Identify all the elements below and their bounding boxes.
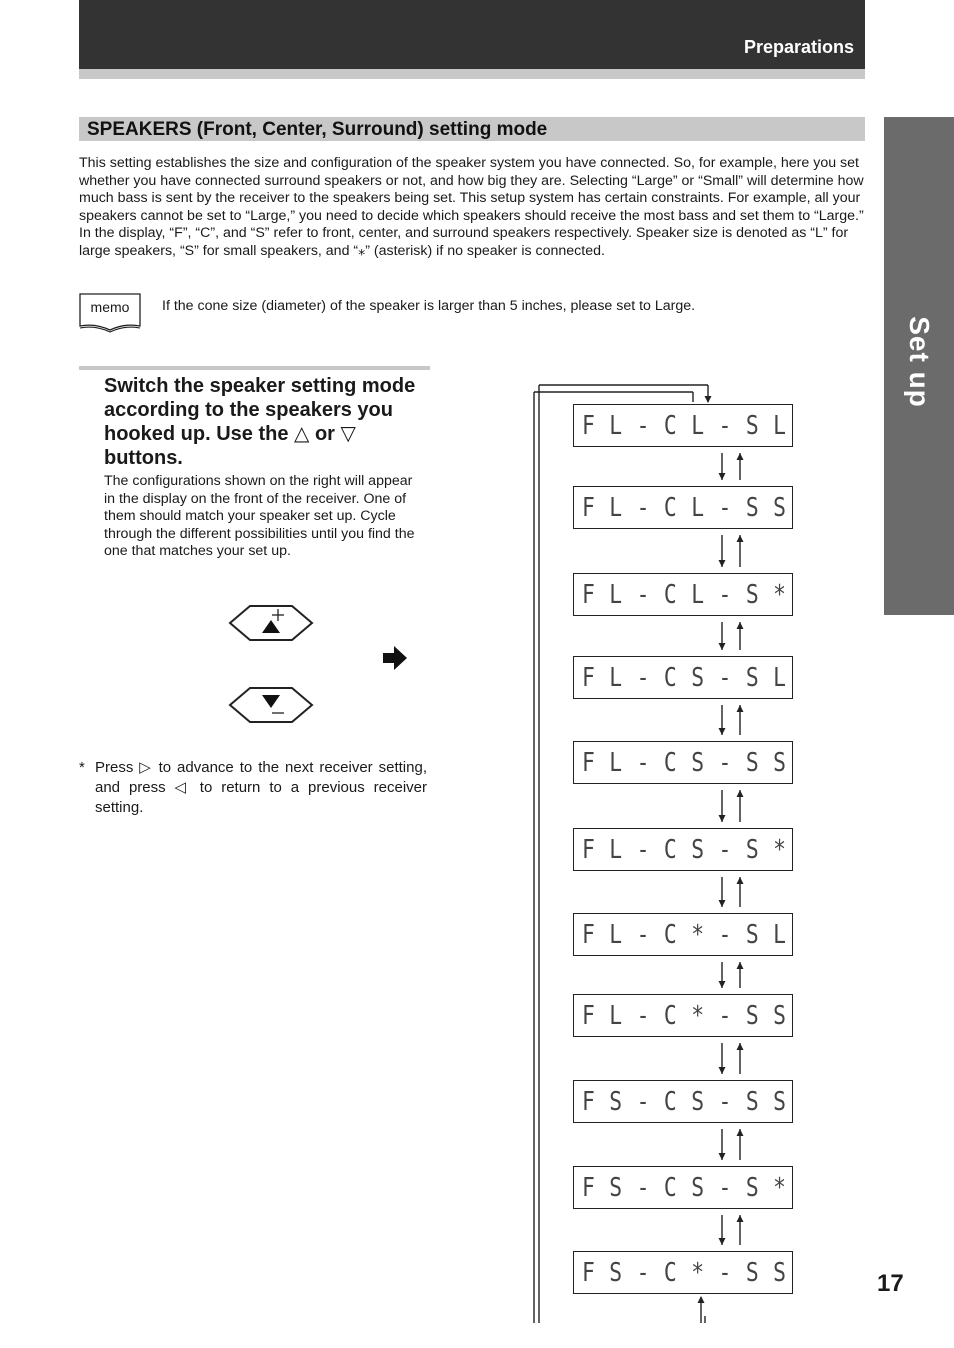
up-button [228, 603, 314, 643]
lcd-display [573, 741, 793, 784]
down-arrow-head [719, 1067, 726, 1074]
down-arrow-head [719, 815, 726, 822]
display-flow [530, 378, 800, 1323]
header-section-title: Preparations [743, 37, 854, 57]
lcd-display-text: F L - C L - S * [582, 580, 787, 610]
header-rule [79, 69, 865, 79]
lcd-display [573, 1080, 793, 1123]
down-triangle-minus-icon [228, 685, 314, 725]
down-arrow-head [719, 900, 726, 907]
intro-paragraph-2: In the display, “F”, “C”, and “S” refer to front, center, and surround speakers respectively. Speaker size is denoted as “L” for large speakers, “S” for small speakers, and “⁎” (asterisk) if no speaker is connected. [79, 225, 849, 259]
lcd-display [573, 656, 793, 699]
up-arrow-head [737, 453, 744, 460]
lcd-display [573, 573, 793, 616]
loop-outer-head [705, 396, 712, 403]
step-body: The configurations shown on the right will appear in the display on the front of the receiver. One of them should match your speaker set up. Cycle through the different possibilities until you find the one that matches your set up. [104, 473, 415, 560]
lcd-display-text: F L - C L - S S [582, 493, 787, 523]
page-number: 17 [877, 1270, 904, 1297]
down-arrow-head [719, 728, 726, 735]
up-arrow-head [737, 705, 744, 712]
down-arrow-head [719, 560, 726, 567]
intro-paragraph-1: This setting establishes the size and configuration of the speaker system you have connected. So, for example, here you set whether you have connected surround speakers or not, and how big they are. Selecting “Large” or “Small” will determine how much bass is sent by the receiver to the speakers being set. This setup system has certain constraints. For example, all your speakers cannot be set to “Large,” you need to decide which speakers should receive the most bass and set them to “Large.” [79, 155, 864, 224]
down-arrow-head [719, 643, 726, 650]
header-bar [79, 0, 865, 69]
side-tab [884, 117, 954, 615]
memo-icon [78, 290, 142, 334]
side-tab-label: Set up [904, 316, 935, 408]
up-arrow-head [737, 1129, 744, 1136]
up-triangle-plus-icon [228, 603, 314, 643]
lcd-display [573, 913, 793, 956]
section-title-bar [79, 117, 865, 141]
navigation-note [79, 758, 427, 818]
up-arrow-head [737, 622, 744, 629]
lcd-display-text: F L - C S - S S [582, 748, 787, 778]
lcd-display-text: F S - C * - S S [582, 1258, 787, 1288]
lcd-display-text: F L - C L - S L [582, 411, 787, 441]
lcd-display-text: F S - C S - S * [582, 1173, 787, 1203]
up-arrow-head [737, 1043, 744, 1050]
lcd-display [573, 404, 793, 447]
down-arrow-head [719, 1153, 726, 1160]
down-arrow-head [719, 981, 726, 988]
lcd-display [573, 486, 793, 529]
lcd-display [573, 1166, 793, 1209]
down-button [228, 685, 314, 725]
lcd-display-text: F S - C S - S S [582, 1087, 787, 1117]
note-text: Press ▷ to advance to the next receiver setting, and press ◁ to return to a previous receiver setting. [95, 759, 427, 816]
memo-text: If the cone size (diameter) of the speaker is larger than 5 inches, please set to Large. [162, 298, 696, 314]
down-arrow-head [719, 473, 726, 480]
memo-label: memo [90, 299, 130, 315]
lcd-display [573, 994, 793, 1037]
up-arrow-head [737, 962, 744, 969]
down-arrow-head [719, 1238, 726, 1245]
up-arrow-head [737, 535, 744, 542]
right-arrow-icon [382, 645, 408, 671]
lcd-display [573, 1251, 793, 1294]
lcd-display-text: F L - C * - S L [582, 920, 787, 950]
lcd-display [573, 828, 793, 871]
step-rule [79, 366, 430, 370]
intro-text [79, 155, 865, 261]
section-title: SPEAKERS (Front, Center, Surround) setting mode [87, 119, 548, 140]
step-heading: Switch the speaker setting mode according to the speakers you hooked up. Use the △ or ▽ buttons. [104, 375, 416, 469]
lcd-display-text: F L - C S - S * [582, 835, 787, 865]
loop-inner-head [698, 1296, 705, 1303]
lcd-display-text: F L - C S - S L [582, 663, 787, 693]
up-arrow-head [737, 790, 744, 797]
up-arrow-head [737, 1215, 744, 1222]
lcd-display-text: F L - C * - S S [582, 1001, 787, 1031]
up-arrow-head [737, 877, 744, 884]
note-marker: * [79, 759, 85, 776]
